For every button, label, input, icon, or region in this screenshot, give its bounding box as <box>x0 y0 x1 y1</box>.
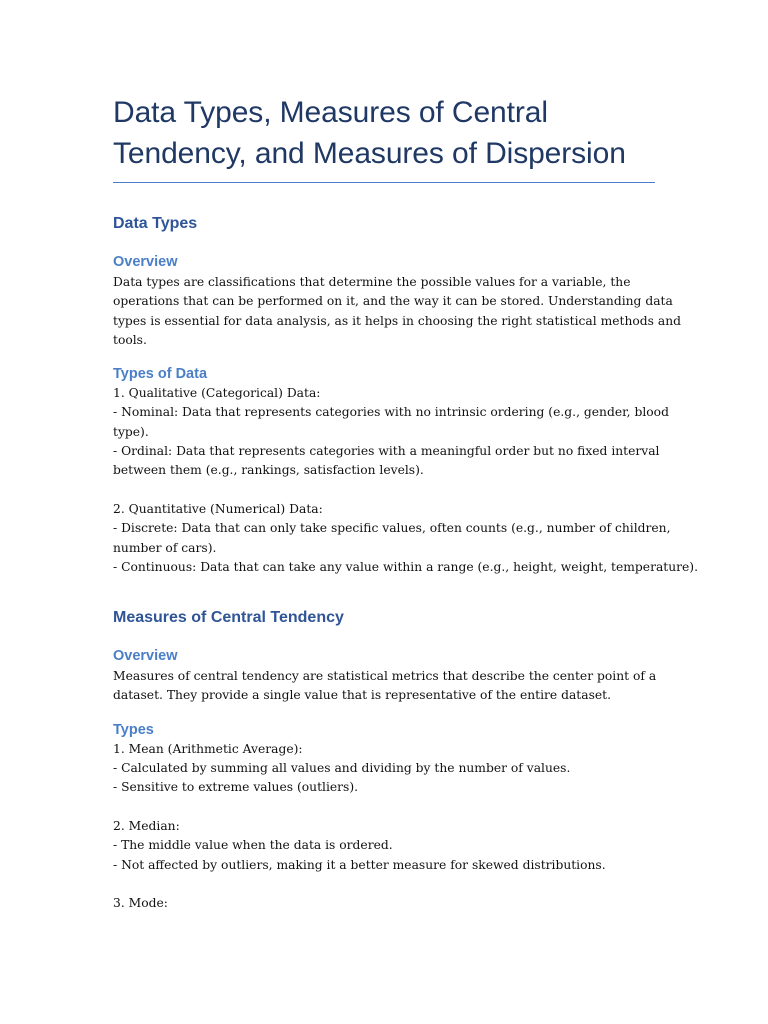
heading-types: Types <box>113 721 154 738</box>
overview-paragraph <box>113 667 655 706</box>
text-line: types is essential for data analysis, as it helps in choosing the right statistical methods and <box>113 313 682 328</box>
text-line: - Calculated by summing all values and dividing by the number of values. <box>113 761 571 776</box>
heading-data-types: Data Types <box>113 215 198 232</box>
text-line: - Ordinal: Data that represents categories with a meaningful order but no fixed interval <box>113 444 660 459</box>
title-line: Data Types, Measures of Central <box>113 96 548 129</box>
text-line: 1. Mean (Arithmetic Average): <box>113 741 303 756</box>
text-line: 1. Qualitative (Categorical) Data: <box>113 386 321 401</box>
blank-line <box>113 798 655 817</box>
text-line: - Nominal: Data that represents categories with no intrinsic ordering (e.g., gender, blood <box>113 405 669 420</box>
overview-paragraph <box>113 273 682 350</box>
heading-overview: Overview <box>113 254 178 270</box>
heading-types-of-data: Types of Data <box>113 366 208 383</box>
text-line: 3. Mode: <box>113 896 168 911</box>
blank-line <box>113 875 655 894</box>
document-page <box>113 92 699 913</box>
text-line: - The middle value when the data is ordered. <box>113 838 393 853</box>
document-title <box>113 92 655 183</box>
heading-central-tendency: Measures of Central Tendency <box>113 609 344 627</box>
heading-overview: Overview <box>113 648 178 665</box>
text-line: 2. Quantitative (Numerical) Data: <box>113 501 323 516</box>
qualitative-paragraph <box>113 384 699 577</box>
text-line: - Continuous: Data that can take any value within a range (e.g., height, weight, temperature). <box>113 559 699 574</box>
text-line: - Not affected by outliers, making it a better measure for skewed distributions. <box>113 857 606 872</box>
text-line: - Discrete: Data that can only take specific values, often counts (e.g., number of children, <box>113 521 671 536</box>
title-line: Tendency, and Measures of Dispersion <box>113 137 626 170</box>
text-line: operations that can be performed on it, and the way it can be stored. Understanding data <box>113 294 673 309</box>
text-line: type). <box>113 424 149 439</box>
types-paragraph <box>113 740 655 914</box>
text-line: Measures of central tendency are statistical metrics that describe the center point of a <box>113 669 657 684</box>
text-line: 2. Median: <box>113 818 180 833</box>
blank-line <box>113 481 655 500</box>
text-line: number of cars). <box>113 540 217 555</box>
text-line: dataset. They provide a single value that is representative of the entire dataset. <box>113 688 612 703</box>
text-line: Data types are classifications that determine the possible values for a variable, the <box>113 275 631 289</box>
text-line: between them (e.g., rankings, satisfaction levels). <box>113 463 424 478</box>
text-line: - Sensitive to extreme values (outliers). <box>113 780 359 795</box>
text-line: tools. <box>113 332 147 347</box>
